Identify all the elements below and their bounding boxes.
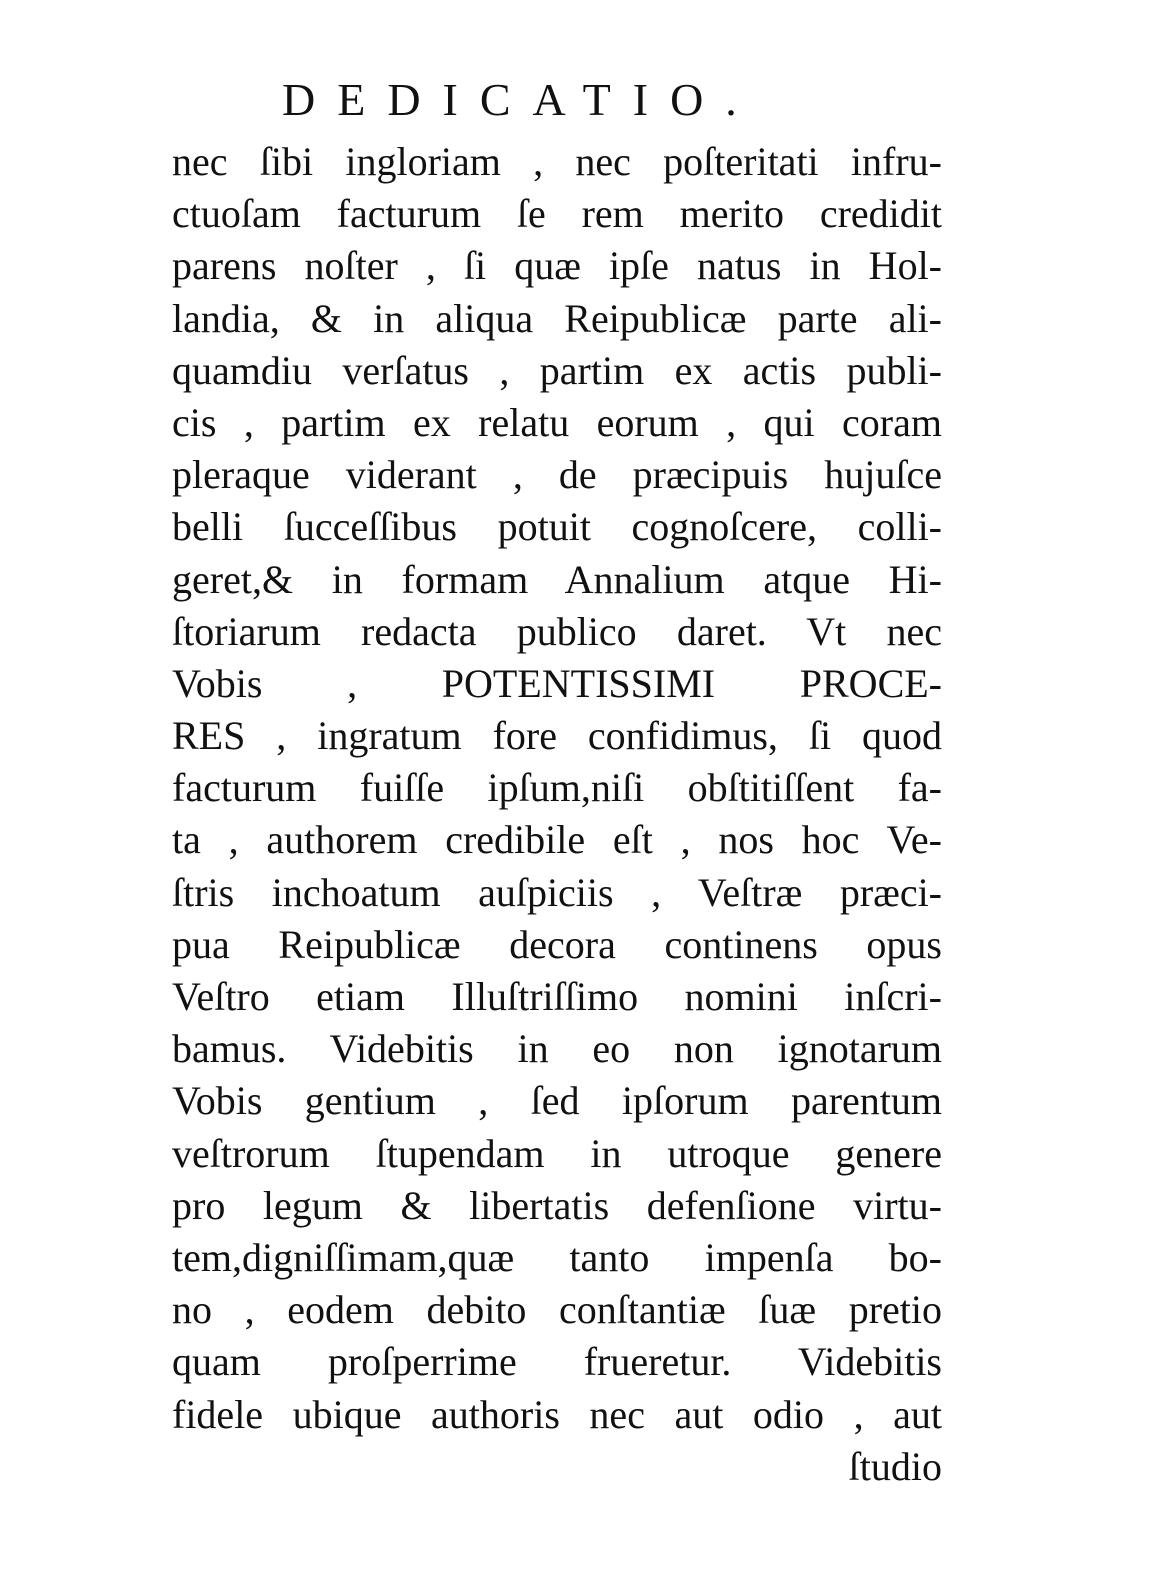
text-line: parens noſter , ſi quæ ipſe natus in Hol-	[172, 243, 942, 289]
text-line: fidele ubique authoris nec aut odio , aut	[172, 1391, 942, 1437]
body-text	[172, 136, 942, 1493]
text-line: tem,digniſſimam,quæ tanto impenſa bo-	[172, 1234, 942, 1280]
text-line: ſtris inchoatum auſpiciis , Veſtræ præci-	[172, 869, 942, 915]
text-line: RES , ingratum fore confidimus, ſi quod	[172, 713, 942, 759]
text-line: quamdiu verſatus , partim ex actis publi-	[172, 347, 942, 393]
text-line: pro legum & libertatis defenſione virtu-	[172, 1182, 942, 1228]
text-line: veſtrorum ſtupendam in utroque genere	[172, 1130, 942, 1176]
text-line: bamus. Videbitis in eo non ignotarum	[172, 1026, 942, 1072]
text-line: landia, & in aliqua Reipublicæ parte ali-	[172, 295, 942, 341]
text-line: no , eodem debito conſtantiæ ſuæ pretio	[172, 1287, 942, 1333]
text-line: ſtoriarum redacta publico daret. Vt nec	[172, 608, 942, 654]
text-line: Veſtro etiam Illuſtriſſimo nomini inſcri-	[172, 974, 942, 1019]
text-line: pleraque viderant , de præcipuis hujuſce	[172, 452, 942, 498]
text-line: geret,& in formam Annalium atque Hi-	[172, 556, 942, 602]
running-title: DEDICATIO.	[282, 74, 759, 125]
text-line: pua Reipublicæ decora continens opus	[172, 921, 942, 967]
text-line: belli ſucceſſibus potuit cognoſcere, colli-	[172, 504, 942, 550]
text-line: ta , authorem credibile eſt , nos hoc Ve-	[172, 817, 942, 863]
text-line: cis , partim ex relatu eorum , qui coram	[172, 399, 942, 445]
text-line: Vobis gentium , ſed ipſorum parentum	[172, 1078, 942, 1124]
text-line: quam proſperrime frueretur. Videbitis	[172, 1339, 942, 1385]
catchword: ſtudio	[848, 1443, 942, 1489]
text-line: facturum fuiſſe ipſum,niſi obſtitiſſent fa-	[172, 765, 942, 811]
text-line: ctuoſam facturum ſe rem merito credidit	[172, 191, 942, 237]
text-line: Vobis , POTENTISSIMI PROCE-	[172, 660, 942, 706]
text-line: nec ſibi ingloriam , nec poſteritati infru-	[172, 139, 942, 184]
